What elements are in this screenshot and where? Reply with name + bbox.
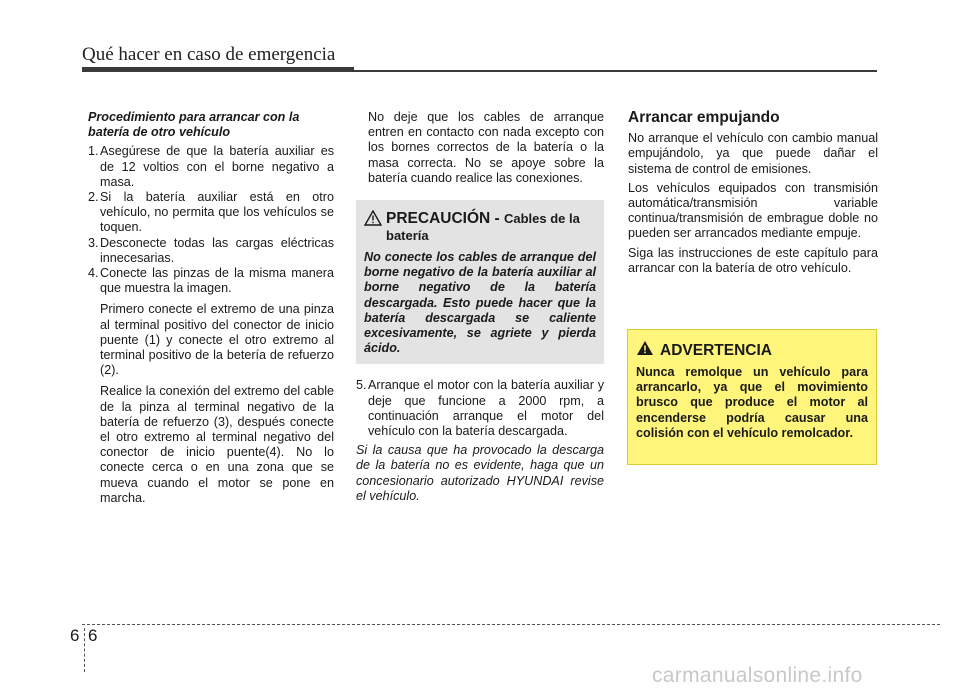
warning-title: ADVERTENCIA xyxy=(660,341,772,359)
header-bar xyxy=(82,67,354,72)
paragraph: No arranque el vehículo con cambio manual empujándolo, ya que puede dañar el sistema de control de emisiones. xyxy=(628,131,878,176)
footer-rule xyxy=(82,624,940,625)
list-item xyxy=(88,266,334,296)
list-item xyxy=(356,378,604,439)
column-left xyxy=(88,110,334,506)
column-right xyxy=(628,110,878,280)
paragraph: Siga las instrucciones de este capítulo para arrancar con la batería de otro vehículo. xyxy=(628,245,878,275)
caution-box xyxy=(356,200,604,364)
step-number: 3. xyxy=(88,235,99,250)
header-rule xyxy=(354,70,877,72)
step-paragraph: Realice la conexión del extremo del cable de la pinza al terminal negativo de la batería de refuerzo (3), después conecte el otro extremo al terminal negativo del conector de inicio puente(4). No lo conecte cerca o en una zona que se mueva cuando el motor se pone en marcha. xyxy=(100,384,334,505)
list-item xyxy=(88,236,334,266)
step-text: Desconecte todas las cargas eléctricas innecesarias. xyxy=(100,235,334,265)
warning-triangle-filled-icon xyxy=(636,340,660,361)
note-text: Si la causa que ha provocado la descarga de la batería no es evidente, haga que un concesionario autorizado HYUNDAI revise el vehículo. xyxy=(356,443,604,503)
warning-triangle-outline-icon xyxy=(364,210,386,230)
step-number: 2. xyxy=(88,190,99,205)
step-text: Asegúrese de que la batería auxiliar es de 12 voltios con el borne negativo a masa. xyxy=(100,144,334,189)
step-text: Si la batería auxiliar está en otro vehículo, no permita que los vehículos se toquen. xyxy=(100,190,334,235)
caution-title-wrap xyxy=(386,210,596,244)
intro-paragraph: No deje que los cables de arranque entren en contacto con nada excepto con los bornes correctos de la batería o la masa correcta. No se apoye sobre la batería cuando realice las conexiones. xyxy=(368,110,604,185)
step-paragraph: Primero conecte el extremo de una pinza al terminal positivo del conector de inicio puente (1) y conecte el otro extremo al terminal positivo de la betería de refuerzo (2). xyxy=(100,302,334,378)
step-text: Conecte las pinzas de la misma manera que muestra la imagen. xyxy=(100,266,334,296)
column-middle xyxy=(356,110,604,504)
caution-text: No conecte los cables de arranque del borne negativo de la batería auxiliar al borne negativo de la batería descargada. Esto puede hacer que la batería descargada se caliente excesivamente, se agriete y pierda ácido. xyxy=(364,250,596,356)
page-header-title: Qué hacer en caso de emergencia xyxy=(82,44,336,65)
caution-header xyxy=(364,210,596,244)
list-item xyxy=(88,144,334,190)
paragraph: Los vehículos equipados con transmisión automática/transmisión variable continua/transmisión de embrague doble no pueden ser arrancados mediante empuje. xyxy=(628,180,878,241)
section-subheading: Procedimiento para arrancar con la batería de otro vehículo xyxy=(88,110,300,140)
section-heading: Arrancar empujando xyxy=(628,109,780,126)
step-number: 1. xyxy=(88,144,99,159)
watermark: carmanualsonline.info xyxy=(652,664,863,687)
step-number: 5. xyxy=(356,378,367,393)
warning-header xyxy=(636,340,868,361)
caution-subtitle: Cables de la batería xyxy=(386,211,580,244)
page-number: 6 xyxy=(88,626,98,645)
warning-text: Nunca remolque un vehículo para arrancarlo, ya que el movimiento brusco que produce el motor al encenderse podría causar una colisión con el vehículo remolcador. xyxy=(636,365,868,440)
chapter-number: 6 xyxy=(70,626,80,645)
step-text: Arranque el motor con la batería auxiliar y deje que funcione a 2000 rpm, a continuación arranque el motor del vehículo con la batería descargada. xyxy=(368,378,604,439)
step-number: 4. xyxy=(88,266,99,281)
caution-title: PRECAUCIÓN - xyxy=(386,210,500,228)
footer-divider xyxy=(84,628,85,672)
list-item xyxy=(88,190,334,236)
warning-box xyxy=(627,329,877,465)
